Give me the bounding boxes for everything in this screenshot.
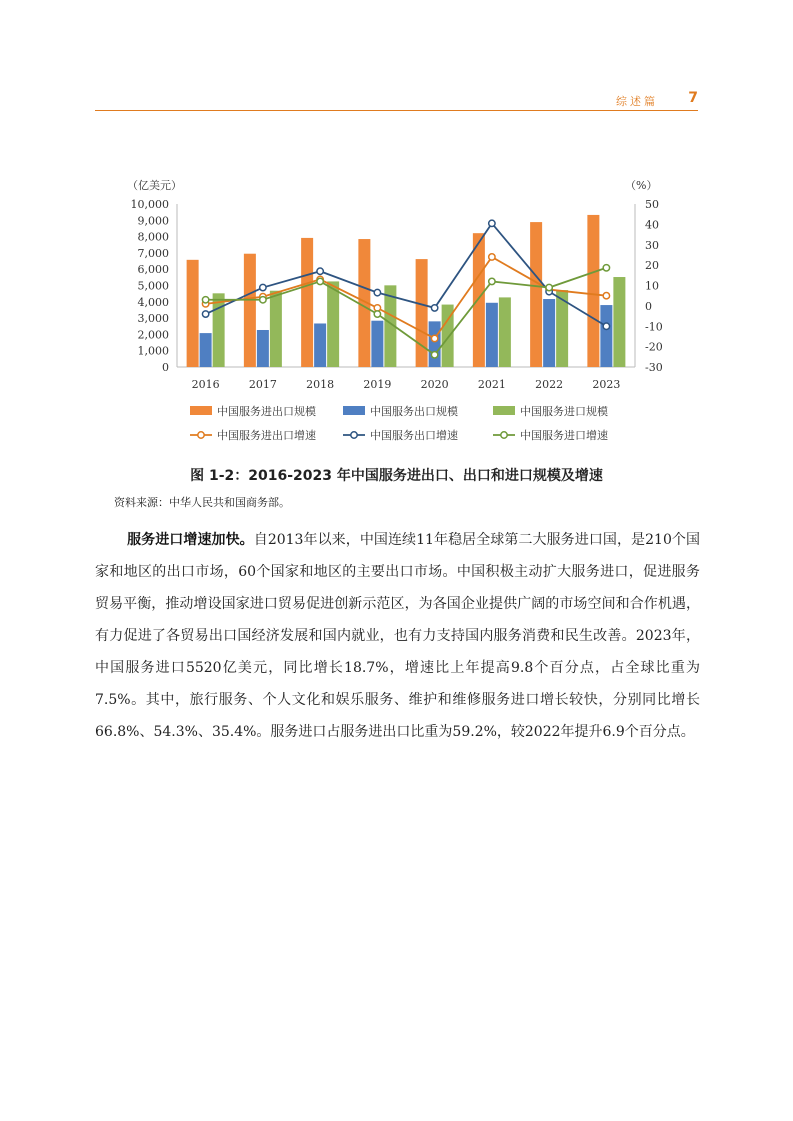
bar-2-2019 (371, 321, 383, 367)
x-tick-label: 2021 (477, 378, 506, 391)
bar-2-2017 (257, 330, 269, 367)
x-tick-label: 2022 (535, 378, 564, 391)
bar-3-2018 (327, 281, 339, 367)
y-left-tick-label: 7,000 (137, 246, 169, 260)
line-point-3-2023 (603, 265, 609, 271)
line-point-3-2016 (202, 297, 208, 303)
figure-source: 资料来源：中华人民共和国商务部。 (114, 496, 290, 509)
y-right-tick-label: 0 (645, 299, 652, 313)
y-right-tick-label: 30 (645, 238, 659, 252)
bar-1-2017 (244, 254, 256, 367)
y-right-tick-label: 50 (645, 198, 659, 211)
legend-label: 中国服务进口增速 (520, 429, 608, 442)
legend-swatch-bar-1 (190, 406, 212, 415)
legend-label: 中国服务进出口规模 (217, 405, 316, 418)
legend-marker-1 (198, 432, 204, 438)
bar-1-2020 (416, 259, 428, 367)
bar-3-2016 (213, 293, 225, 367)
legend-label: 中国服务出口规模 (370, 405, 458, 418)
header-section-title: 综述篇 (616, 95, 658, 108)
legend-label: 中国服务出口增速 (370, 429, 458, 442)
bar-1-2018 (301, 238, 313, 367)
y-right-tick-label: -30 (645, 361, 663, 374)
y-left-tick-label: 5,000 (137, 279, 169, 293)
page-number: 7 (688, 90, 698, 106)
bar-1-2023 (587, 215, 599, 367)
y-left-tick-label: 8,000 (137, 230, 169, 244)
trade-chart (115, 172, 675, 454)
line-point-3-2021 (489, 278, 495, 284)
y-left-tick-label: 10,000 (130, 198, 169, 211)
y-right-tick-label: -10 (645, 320, 663, 334)
x-tick-label: 2016 (191, 378, 220, 391)
line-point-3-2020 (431, 352, 437, 358)
bar-3-2021 (499, 297, 511, 367)
bar-2-2022 (543, 299, 555, 367)
paragraph-text: 自2013年以来，中国连续11年稳居全球第二大服务进口国，是210个国家和地区的出口市场，60个国家和地区的主要出口市场。中国积极主动扩大服务进口，促进服务贸易平衡，推动增设国家进口贸易促进创新示范区，为各国企业提供广阔的市场空间和合作机遇，有力促进了各贸易出口国经济发展和国内就业，也有力支持国内服务消费和民生改善。2023年，中国服务进口5520亿美元，同比增长18.7%，增速比上年提高9.8个百分点，占全球比重为7.5%。其中，旅行服务、个人文化和娱乐服务、维护和维修服务进口增长较快，分别同比增长66.8%、54.3%、35.4%。服务进口占服务进出口比重为59.2%，较2022年提升6.9个百分点。 (95, 532, 700, 740)
x-tick-label: 2020 (420, 378, 449, 391)
legend-label: 中国服务进口规模 (520, 405, 608, 418)
line-point-1-2020 (431, 335, 437, 341)
line-point-2-2017 (260, 284, 266, 290)
bar-1-2021 (473, 233, 485, 367)
y-left-tick-label: 0 (162, 361, 169, 374)
y-left-tick-label: 9,000 (137, 214, 169, 228)
bar-2-2020 (429, 321, 441, 367)
legend-marker-2 (351, 432, 357, 438)
y-right-tick-label: 10 (645, 279, 659, 293)
bar-1-2022 (530, 222, 542, 367)
y-left-tick-label: 6,000 (137, 263, 169, 277)
bar-2-2016 (200, 333, 212, 367)
line-point-3-2017 (260, 297, 266, 303)
line-point-2-2021 (489, 220, 495, 226)
line-point-2-2016 (202, 311, 208, 317)
line-point-2-2018 (317, 268, 323, 274)
bar-2-2023 (600, 305, 612, 367)
line-point-3-2019 (374, 311, 380, 317)
y-left-tick-label: 4,000 (137, 295, 169, 309)
figure-caption: 图 1-2：2016-2023 年中国服务进出口、出口和进口规模及增速 (190, 468, 603, 484)
legend-swatch-bar-2 (343, 406, 365, 415)
y-right-tick-label: 20 (645, 259, 659, 273)
line-point-3-2022 (546, 284, 552, 290)
line-point-1-2023 (603, 292, 609, 298)
y-right-unit: （%） (625, 179, 658, 192)
y-right-tick-label: -20 (645, 340, 663, 354)
bar-2-2018 (314, 323, 326, 367)
line-point-2-2019 (374, 289, 380, 295)
legend-label: 中国服务进出口增速 (217, 429, 316, 442)
y-left-tick-label: 1,000 (137, 344, 169, 358)
line-point-2-2020 (431, 305, 437, 311)
x-tick-label: 2019 (363, 378, 392, 391)
bar-2-2021 (486, 303, 498, 367)
x-tick-label: 2017 (248, 378, 277, 391)
bar-3-2017 (270, 291, 282, 367)
y-left-tick-label: 3,000 (137, 312, 169, 326)
line-point-1-2021 (489, 254, 495, 260)
y-left-tick-label: 2,000 (137, 328, 169, 342)
page-header (95, 92, 698, 111)
line-point-2-2023 (603, 323, 609, 329)
x-tick-label: 2018 (306, 378, 335, 391)
bar-3-2023 (613, 277, 625, 367)
x-tick-label: 2023 (592, 378, 621, 391)
line-point-3-2018 (317, 278, 323, 284)
bar-1-2016 (187, 260, 199, 367)
y-right-tick-label: 40 (645, 218, 659, 232)
body-paragraph (95, 524, 700, 748)
y-left-unit: （亿美元） (127, 179, 182, 192)
paragraph-lead: 服务进口增速加快。 (127, 532, 254, 548)
legend-marker-3 (501, 432, 507, 438)
legend-swatch-bar-3 (493, 406, 515, 415)
